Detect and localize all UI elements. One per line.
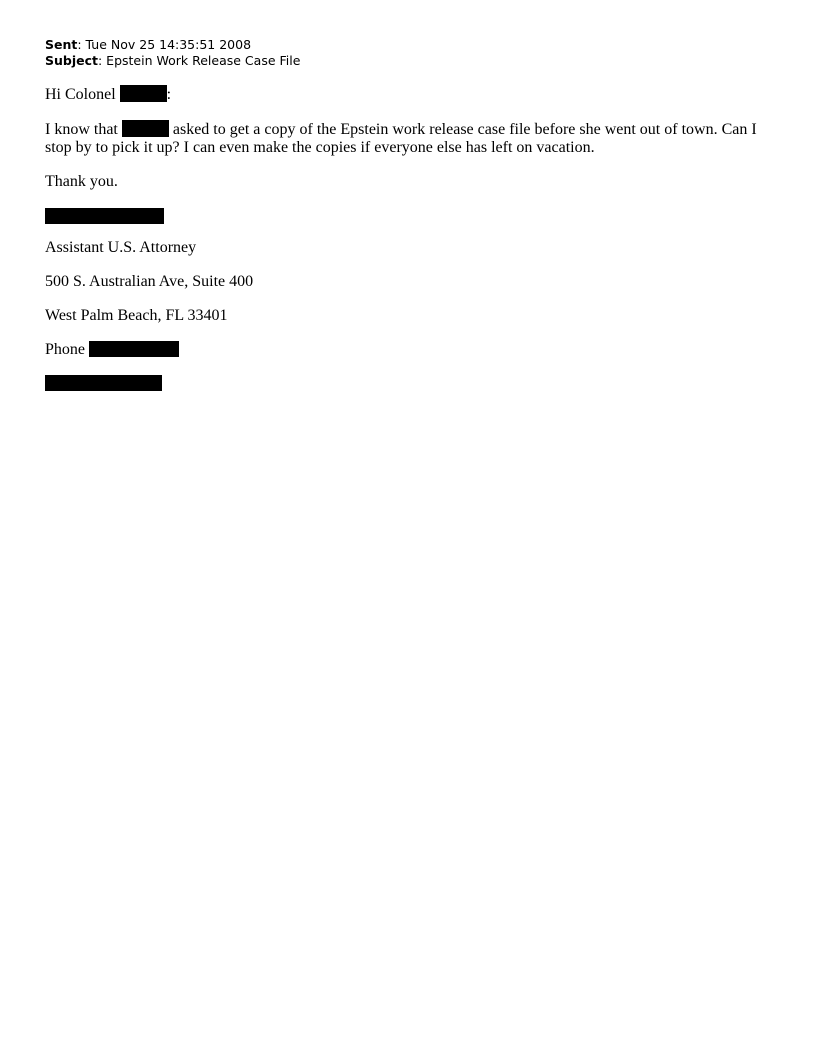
signature-title: Assistant U.S. Attorney [45, 239, 197, 256]
greeting [45, 85, 775, 104]
subject-line [45, 53, 775, 69]
para1-suffix: asked to get a copy of the Epstein work release case file before she went out of town. Can I stop by to pick it up? I can even make the copies if everyone else has left on vacation. [45, 121, 757, 156]
signature-address-line2: West Palm Beach, FL 33401 [45, 307, 228, 324]
signature-phone [45, 341, 775, 359]
email-document [45, 37, 775, 391]
greeting-prefix: Hi Colonel [45, 86, 120, 103]
para1-prefix: I know that [45, 121, 122, 138]
closing: Thank you. [45, 173, 118, 190]
subject-value: : Epstein Work Release Case File [98, 53, 301, 68]
email-redaction [45, 375, 162, 391]
sent-label: Sent [45, 37, 78, 52]
signature-address-line1: 500 S. Australian Ave, Suite 400 [45, 273, 254, 290]
redaction-box [120, 85, 167, 102]
phone-redaction [89, 341, 179, 357]
greeting-suffix: : [166, 86, 172, 103]
email-body [45, 85, 775, 391]
sent-line [45, 37, 775, 53]
signature-name-redaction [45, 208, 164, 224]
subject-label: Subject [45, 53, 98, 68]
phone-label: Phone [45, 341, 89, 358]
message-paragraph [45, 120, 775, 157]
redaction-box [122, 120, 169, 137]
sent-value: : Tue Nov 25 14:35:51 2008 [77, 37, 252, 52]
